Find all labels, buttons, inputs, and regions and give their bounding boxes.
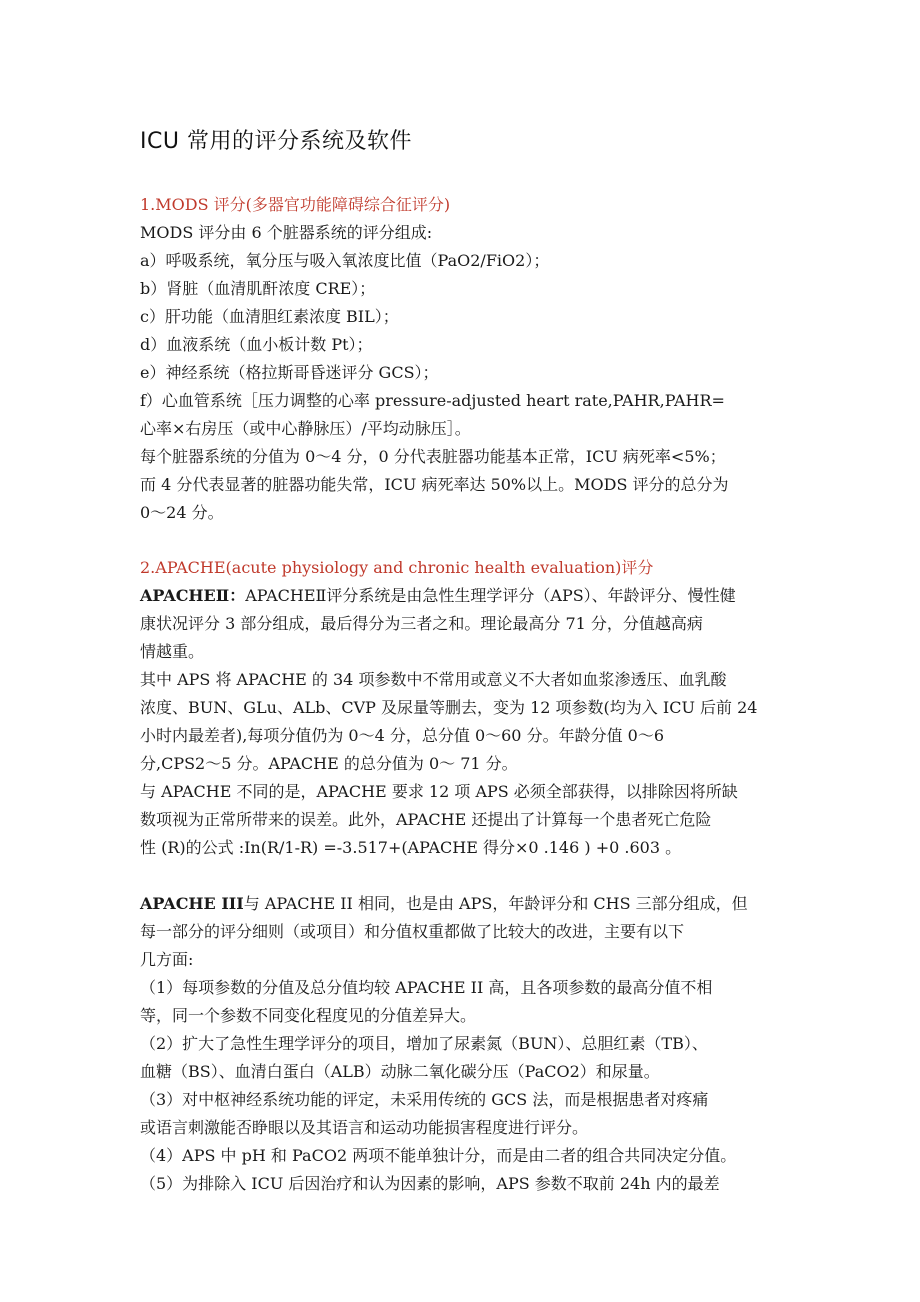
apache3-line: 血糖（BS）、血清白蛋白（ALB）动脉二氧化碳分压（PaCO2）和尿量。 (140, 1062, 660, 1081)
apache2-intro-line (140, 583, 736, 606)
apache3-intro-text: 与 APACHE II 相同，也是由 APS，年龄评分和 CHS 三部分组成，但 (243, 894, 748, 913)
mods-line: a）呼吸系统，氧分压与吸入氧浓度比值（PaO2/FiO2）； (140, 251, 550, 270)
mods-line: d）血液系统（血小板计数 Pt）； (140, 335, 373, 354)
apache3-intro-line (140, 891, 748, 914)
apache3-line: （4）APS 中 pH 和 PaCO2 两项不能单独计分，而是由二者的组合共同决定分值。 (140, 1146, 737, 1165)
section-heading-apache: 2.APACHE(acute physiology and chronic health evaluation)评分 (140, 558, 654, 577)
apache-line: 小时内最差者),每项分值仍为 0～4 分，总分值 0～60 分。年龄分值 0～6 (140, 726, 665, 745)
apache-line: 分,CPS2～5 分。APACHE 的总分值为 0～ 71 分。 (140, 754, 518, 773)
mods-line: 而 4 分代表显著的脏器功能失常，ICU 病死率达 50%以上。MODS 评分的总分为 (140, 475, 729, 494)
mods-line: 心率×右房压（或中心静脉压）/平均动脉压］。 (140, 419, 471, 438)
mods-line: 0～24 分。 (140, 503, 224, 522)
mods-line: f）心血管系统［压力调整的心率 pressure-adjusted heart rate,PAHR,PAHR= (140, 391, 725, 410)
apache3-line: （5）为排除入 ICU 后因治疗和认为因素的影响，APS 参数不取前 24h 内的最差 (140, 1174, 720, 1193)
apache2-label: APACHEⅡ： (140, 586, 246, 605)
apache3-label: APACHE III (140, 894, 244, 913)
apache3-line: （2）扩大了急性生理学评分的项目，增加了尿素氮（BUN）、总胆红素（TB）、 (140, 1034, 708, 1053)
document-title: ICU 常用的评分系统及软件 (140, 129, 412, 154)
section-heading-mods: 1.MODS 评分(多器官功能障碍综合征评分) (140, 195, 451, 214)
apache-line: 其中 APS 将 APACHE 的 34 项参数中不常用或意义不大者如血浆渗透压、血乳酸 (140, 670, 727, 689)
apache-line: 与 APACHE 不同的是，APACHE 要求 12 项 APS 必须全部获得，以排除因将所缺 (140, 782, 738, 801)
apache3-line: 或语言刺激能否睁眼以及其语言和运动功能损害程度进行评分。 (140, 1118, 589, 1137)
mods-line: e）神经系统（格拉斯哥昏迷评分 GCS）； (140, 363, 439, 382)
mods-line: b）肾脏（血清肌酐浓度 CRE）； (140, 279, 376, 298)
mods-line: MODS 评分由 6 个脏器系统的评分组成: (140, 223, 433, 242)
apache3-line: 每一部分的评分细则（或项目）和分值权重都做了比较大的改进，主要有以下 (140, 922, 685, 941)
apache3-line: （1）每项参数的分值及总分值均较 APACHE II 高，且各项参数的最高分值不相 (140, 978, 713, 997)
apache-line: 康状况评分 3 部分组成，最后得分为三者之和。理论最高分 71 分，分值越高病 (140, 614, 703, 633)
apache3-line: （3）对中枢神经系统功能的评定，未采用传统的 GCS 法，而是根据患者对疼痛 (140, 1090, 709, 1109)
mods-line: c）肝功能（血清胆红素浓度 BIL）； (140, 307, 399, 326)
apache-line: 情越重。 (140, 642, 205, 661)
apache3-line: 等，同一个参数不同变化程度见的分值差异大。 (140, 1006, 477, 1025)
apache2-intro-text: APACHEⅡ评分系统是由急性生理学评分（APS）、年龄评分、慢性健 (245, 586, 736, 605)
apache3-line: 几方面: (140, 950, 194, 969)
apache-line: 浓度、BUN、GLu、ALb、CVP 及尿量等删去，变为 12 项参数(均为入 ICU 后前 24 (140, 698, 758, 717)
apache-formula-line: 性 (R)的公式 :In(R/1-R) =-3.517+(APACHE 得分×0 .146 ) +0 .603 。 (140, 838, 682, 857)
apache-line: 数项视为正常所带来的误差。此外，APACHE 还提出了计算每一个患者死亡危险 (140, 810, 712, 829)
mods-line: 每个脏器系统的分值为 0～4 分，0 分代表脏器功能基本正常，ICU 病死率<5%； (140, 447, 726, 466)
